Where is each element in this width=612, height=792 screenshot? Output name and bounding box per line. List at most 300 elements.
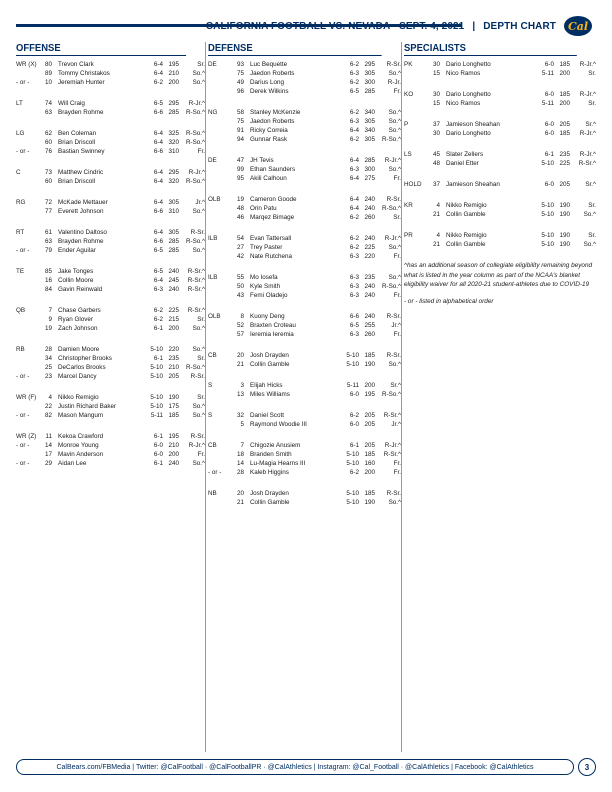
jersey-number: 79 (44, 247, 52, 254)
player-height: 6-2 (349, 61, 359, 68)
position-label (16, 207, 40, 216)
position-label (208, 135, 232, 144)
position-label: RG (16, 199, 26, 206)
player-row (208, 69, 401, 78)
player-row (16, 168, 205, 177)
jersey-number: 99 (236, 166, 244, 173)
jersey-number: 60 (44, 178, 52, 185)
jersey-number: 17 (44, 451, 52, 458)
player-height: 6-0 (544, 91, 554, 98)
player-row (404, 129, 596, 138)
player-class: R-So.^ (185, 238, 205, 245)
player-height: 6-3 (349, 274, 359, 281)
jersey-number: 48 (236, 205, 244, 212)
player-name: Dario Longhetto (446, 61, 491, 68)
player-height: 6-2 (349, 214, 359, 221)
player-height: 5-11 (541, 70, 554, 77)
player-row (16, 411, 205, 420)
offense-column (16, 42, 205, 752)
player-row (404, 60, 596, 69)
player-name: Ieremia Ieremia (250, 331, 294, 338)
position-label (16, 324, 40, 333)
player-weight: 200 (168, 79, 179, 86)
player-class: R-Jr.^ (188, 100, 205, 107)
player-weight: 295 (168, 100, 179, 107)
player-name: Collin Gamble (446, 211, 486, 218)
position-label: PK (404, 61, 413, 68)
position-label: PR (404, 232, 413, 239)
player-name: Collin Gamble (250, 499, 290, 506)
player-weight: 285 (168, 238, 179, 245)
player-height: 6-2 (349, 244, 359, 251)
player-row (208, 156, 401, 165)
player-row (208, 204, 401, 213)
jersey-number: 57 (236, 331, 244, 338)
offense-position-group (16, 393, 205, 420)
position-label (16, 69, 40, 78)
player-row (208, 330, 401, 339)
player-name: Kekoa Crawford (58, 433, 104, 440)
player-row (208, 312, 401, 321)
player-row (208, 411, 401, 420)
player-weight: 220 (168, 346, 179, 353)
player-class: R-Sr. (190, 229, 205, 236)
position-label (208, 174, 232, 183)
player-row (208, 282, 401, 291)
player-height: 5-10 (346, 451, 359, 458)
jersey-number: 20 (236, 352, 244, 359)
player-name: Collin Gamble (250, 361, 290, 368)
player-class: Fr. (393, 331, 401, 338)
position-label: CB (208, 352, 217, 359)
player-height: 6-6 (153, 148, 163, 155)
player-class: R-Jr.^ (579, 130, 596, 137)
position-label: S (208, 412, 213, 419)
player-weight: 205 (364, 421, 375, 428)
player-name: Lu-Magia Hearns III (250, 460, 306, 467)
player-name: Gunnar Rask (250, 136, 288, 143)
jersey-number: 61 (44, 229, 52, 236)
position-label: NG (208, 109, 218, 116)
jersey-number: 63 (44, 109, 52, 116)
player-height: 6-6 (153, 238, 163, 245)
player-row (208, 87, 401, 96)
jersey-number: 13 (236, 391, 244, 398)
player-class: R-So.^ (381, 136, 401, 143)
player-name: Daniel Scott (250, 412, 284, 419)
jersey-number: 28 (236, 469, 244, 476)
player-height: 6-4 (153, 61, 163, 68)
player-row (208, 498, 401, 507)
position-label: - or - (16, 247, 30, 254)
defense-position-group (208, 234, 401, 261)
player-class: Fr. (197, 451, 205, 458)
player-height: 5-10 (150, 364, 163, 371)
offense-position-group (16, 306, 205, 333)
specialists-position-group (404, 180, 596, 189)
position-label (208, 450, 232, 459)
position-label (404, 210, 428, 219)
position-label: ILB (208, 274, 218, 281)
player-name: Mavin Anderson (58, 451, 104, 458)
position-label (16, 315, 40, 324)
player-row (208, 321, 401, 330)
player-weight: 240 (364, 205, 375, 212)
player-name: Akili Calhoun (250, 175, 287, 182)
player-height: 5-11 (541, 100, 554, 107)
jersey-number: 46 (236, 214, 244, 221)
player-weight: 205 (559, 121, 570, 128)
player-row (208, 195, 401, 204)
position-label: NB (208, 490, 217, 497)
jersey-number: 72 (44, 199, 52, 206)
defense-position-group (208, 156, 401, 183)
player-height: 6-6 (153, 109, 163, 116)
jersey-number: 60 (44, 139, 52, 146)
position-label: - or - (16, 79, 30, 86)
jersey-number: 30 (432, 130, 440, 137)
player-row (16, 372, 205, 381)
jersey-number: 19 (236, 196, 244, 203)
jersey-number: 28 (44, 346, 52, 353)
jersey-number: 95 (236, 175, 244, 182)
player-height: 6-3 (349, 70, 359, 77)
player-height: 5-10 (150, 394, 163, 401)
player-class: Sr. (197, 394, 205, 401)
player-height: 6-3 (153, 286, 163, 293)
player-weight: 320 (168, 178, 179, 185)
jersey-number: 21 (432, 241, 440, 248)
player-class: R-Sr.^ (187, 277, 205, 284)
player-name: Nikko Remigio (58, 394, 99, 401)
player-class: Jr.^ (391, 421, 401, 428)
player-name: Daniel Etter (446, 160, 479, 167)
position-label: - or - (16, 373, 30, 380)
player-class: R-So.^ (185, 109, 205, 116)
player-weight: 275 (364, 175, 375, 182)
player-height: 6-5 (153, 247, 163, 254)
player-height: 6-5 (349, 88, 359, 95)
player-weight: 305 (168, 229, 179, 236)
player-row (404, 210, 596, 219)
position-label: TE (16, 268, 25, 275)
position-label: RB (16, 346, 25, 353)
player-row (16, 60, 205, 69)
player-weight: 225 (364, 244, 375, 251)
player-row (16, 138, 205, 147)
jersey-number: 30 (432, 61, 440, 68)
player-weight: 340 (364, 109, 375, 116)
defense-position-group (208, 60, 401, 96)
player-height: 5-10 (541, 232, 554, 239)
player-class: So.^ (388, 361, 401, 368)
player-name: Nikko Remigio (446, 202, 487, 209)
position-label: WR (X) (16, 61, 37, 68)
specialists-position-group (404, 120, 596, 138)
player-class: So.^ (388, 109, 401, 116)
player-row (208, 117, 401, 126)
jersey-number: 5 (240, 421, 244, 428)
offense-title: OFFENSE (16, 42, 186, 56)
position-label (208, 390, 232, 399)
defense-column (208, 42, 401, 752)
player-class: So.^ (192, 346, 205, 353)
defense-position-group (208, 195, 401, 222)
specialists-position-group (404, 60, 596, 78)
player-class: Sr. (588, 202, 596, 209)
jersey-number: 62 (44, 130, 52, 137)
position-label (208, 69, 232, 78)
position-label: QB (16, 307, 26, 314)
player-class: Jr.^ (391, 322, 401, 329)
player-weight: 185 (364, 451, 375, 458)
position-label: CB (208, 442, 217, 449)
player-row (208, 360, 401, 369)
jersey-number: 80 (44, 61, 52, 68)
player-row (208, 108, 401, 117)
player-class: So.^ (192, 403, 205, 410)
player-height: 6-0 (349, 391, 359, 398)
position-label: OLB (208, 196, 221, 203)
player-height: 6-4 (153, 229, 163, 236)
player-name: Chase Garbers (58, 307, 101, 314)
player-weight: 240 (168, 460, 179, 467)
jersey-number: 37 (432, 121, 440, 128)
player-row (16, 69, 205, 78)
jersey-number: 49 (236, 79, 244, 86)
player-weight: 300 (364, 166, 375, 173)
player-name: Bastian Swinney (58, 148, 105, 155)
player-name: Ricky Correia (250, 127, 288, 134)
jersey-number: 37 (432, 181, 440, 188)
jersey-number: 19 (44, 325, 52, 332)
position-label (208, 117, 232, 126)
jersey-number: 85 (44, 268, 52, 275)
position-label (16, 276, 40, 285)
position-label (208, 165, 232, 174)
player-class: So.^ (388, 499, 401, 506)
player-weight: 305 (168, 199, 179, 206)
player-weight: 210 (168, 364, 179, 371)
player-height: 5-10 (541, 211, 554, 218)
player-weight: 285 (364, 88, 375, 95)
player-class: R-Sr.^ (187, 286, 205, 293)
player-weight: 240 (168, 268, 179, 275)
player-weight: 235 (559, 151, 570, 158)
player-height: 6-1 (153, 433, 163, 440)
player-class: R-Jr.^ (384, 235, 401, 242)
player-weight: 200 (168, 451, 179, 458)
player-weight: 175 (168, 403, 179, 410)
jersey-number: 7 (240, 442, 244, 449)
player-height: 6-2 (349, 109, 359, 116)
jersey-number: 9 (48, 316, 52, 323)
player-weight: 185 (559, 61, 570, 68)
offense-position-group (16, 60, 205, 87)
player-name: Justin Richard Baker (58, 403, 117, 410)
player-row (16, 354, 205, 363)
player-class: So.^ (192, 412, 205, 419)
player-name: Christopher Brooks (58, 355, 112, 362)
player-weight: 205 (364, 442, 375, 449)
player-weight: 190 (559, 232, 570, 239)
player-class: R-Jr.^ (188, 442, 205, 449)
player-height: 6-4 (153, 130, 163, 137)
player-name: JH Tevis (250, 157, 274, 164)
player-weight: 245 (168, 277, 179, 284)
page-title: CALIFORNIA FOOTBALL VS. NEVADA · SEPT. 4, 2021 (205, 20, 465, 32)
defense-position-group (208, 441, 401, 477)
player-class: So.^ (388, 118, 401, 125)
page-footer (16, 758, 596, 776)
player-row (208, 441, 401, 450)
player-class: Fr. (393, 469, 401, 476)
player-class: R-So.^ (381, 391, 401, 398)
player-class: R-Sr.^ (187, 307, 205, 314)
player-row (208, 252, 401, 261)
player-row (16, 99, 205, 108)
player-name: Kuony Deng (250, 313, 285, 320)
position-label (404, 69, 428, 78)
jersey-number: 3 (240, 382, 244, 389)
position-label (404, 159, 428, 168)
position-label (208, 126, 232, 135)
player-name: Will Craig (58, 100, 85, 107)
jersey-number: 75 (236, 70, 244, 77)
player-height: 5-10 (541, 241, 554, 248)
position-label: WR (F) (16, 394, 37, 401)
player-height: 6-1 (153, 355, 163, 362)
player-row (404, 231, 596, 240)
player-name: Jaedon Roberts (250, 118, 295, 125)
player-height: 5-10 (150, 346, 163, 353)
player-height: 6-3 (349, 166, 359, 173)
player-weight: 185 (364, 490, 375, 497)
player-class: R-Sr. (386, 61, 401, 68)
player-weight: 235 (364, 274, 375, 281)
player-row (16, 147, 205, 156)
player-weight: 240 (168, 286, 179, 293)
defense-position-group (208, 273, 401, 300)
position-label: DE (208, 157, 217, 164)
player-name: Jaedon Roberts (250, 70, 295, 77)
player-name: Ryan Glover (58, 316, 93, 323)
column-divider (401, 42, 402, 752)
jersey-number: 15 (432, 100, 440, 107)
player-row (16, 393, 205, 402)
specialists-title: SPECIALISTS (404, 42, 577, 56)
player-row (16, 237, 205, 246)
page-subtitle: DEPTH CHART (483, 20, 556, 32)
player-name: Miles Williams (250, 391, 290, 398)
player-class: R-Jr.^ (579, 151, 596, 158)
player-row (208, 468, 401, 477)
offense-position-group (16, 432, 205, 468)
player-name: Jake Tonges (58, 268, 94, 275)
player-row (16, 432, 205, 441)
player-height: 5-10 (346, 460, 359, 467)
player-name: Darius Long (250, 79, 284, 86)
player-height: 6-1 (544, 151, 554, 158)
jersey-number: 50 (236, 283, 244, 290)
player-class: Sr. (588, 100, 596, 107)
player-weight: 160 (364, 460, 375, 467)
position-label (16, 138, 40, 147)
player-weight: 205 (559, 181, 570, 188)
position-label (404, 99, 428, 108)
player-weight: 260 (364, 214, 375, 221)
player-class: R-Sr.^ (187, 268, 205, 275)
jersey-number: 52 (236, 322, 244, 329)
player-name: Kaleb Higgins (250, 469, 289, 476)
jersey-number: 42 (236, 253, 244, 260)
jersey-number: 91 (236, 127, 244, 134)
player-height: 6-4 (153, 199, 163, 206)
player-name: Jeremiah Hunter (58, 79, 105, 86)
defense-position-group (208, 108, 401, 144)
player-class: Fr. (393, 175, 401, 182)
position-label: - or - (208, 469, 222, 476)
player-name: Nate Rutchena (250, 253, 293, 260)
player-name: Valentino Daltoso (58, 229, 107, 236)
jersey-number: 96 (236, 88, 244, 95)
jersey-number: 25 (44, 364, 52, 371)
player-height: 6-2 (153, 79, 163, 86)
player-row (404, 150, 596, 159)
player-weight: 195 (168, 433, 179, 440)
jersey-number: 75 (236, 118, 244, 125)
player-name: Gavin Reinwald (58, 286, 103, 293)
player-row (16, 246, 205, 255)
player-weight: 305 (364, 118, 375, 125)
player-class: Sr. (588, 232, 596, 239)
player-name: Elijah Hicks (250, 382, 283, 389)
player-name: Nikko Remigio (446, 232, 487, 239)
player-weight: 310 (168, 148, 179, 155)
position-label (208, 330, 232, 339)
player-class: Jr.^ (195, 199, 205, 206)
position-label: HOLD (404, 181, 422, 188)
position-label (208, 243, 232, 252)
player-name: Dario Longhetto (446, 91, 491, 98)
player-name: Damien Moore (58, 346, 100, 353)
player-class: Sr. (197, 316, 205, 323)
player-name: Raymond Woodie III (250, 421, 307, 428)
player-class: Sr. (588, 70, 596, 77)
player-row (16, 402, 205, 411)
player-height: 6-4 (349, 127, 359, 134)
eligibility-footnote: ^has an additional season of collegiate eligibility remaining beyond what is listed in the year column as part of the NCAA's blanket eligibility waiver for all 2020-21 student-athletes due to COVID-19 (404, 262, 593, 288)
player-row (16, 450, 205, 459)
jersey-number: 30 (432, 91, 440, 98)
player-row (404, 180, 596, 189)
player-weight: 210 (168, 70, 179, 77)
player-name: Braxten Croteau (250, 322, 296, 329)
player-name: Chigozie Anusiem (250, 442, 301, 449)
jersey-number: 4 (48, 394, 52, 401)
player-row (208, 273, 401, 282)
player-name: Trey Paster (250, 244, 283, 251)
player-height: 6-4 (153, 277, 163, 284)
player-weight: 240 (364, 283, 375, 290)
player-class: R-Jr.^ (579, 61, 596, 68)
player-weight: 205 (168, 373, 179, 380)
jersey-number: 10 (44, 79, 52, 86)
jersey-number: 29 (44, 460, 52, 467)
player-row (208, 126, 401, 135)
player-row (16, 78, 205, 87)
player-class: Fr. (393, 88, 401, 95)
